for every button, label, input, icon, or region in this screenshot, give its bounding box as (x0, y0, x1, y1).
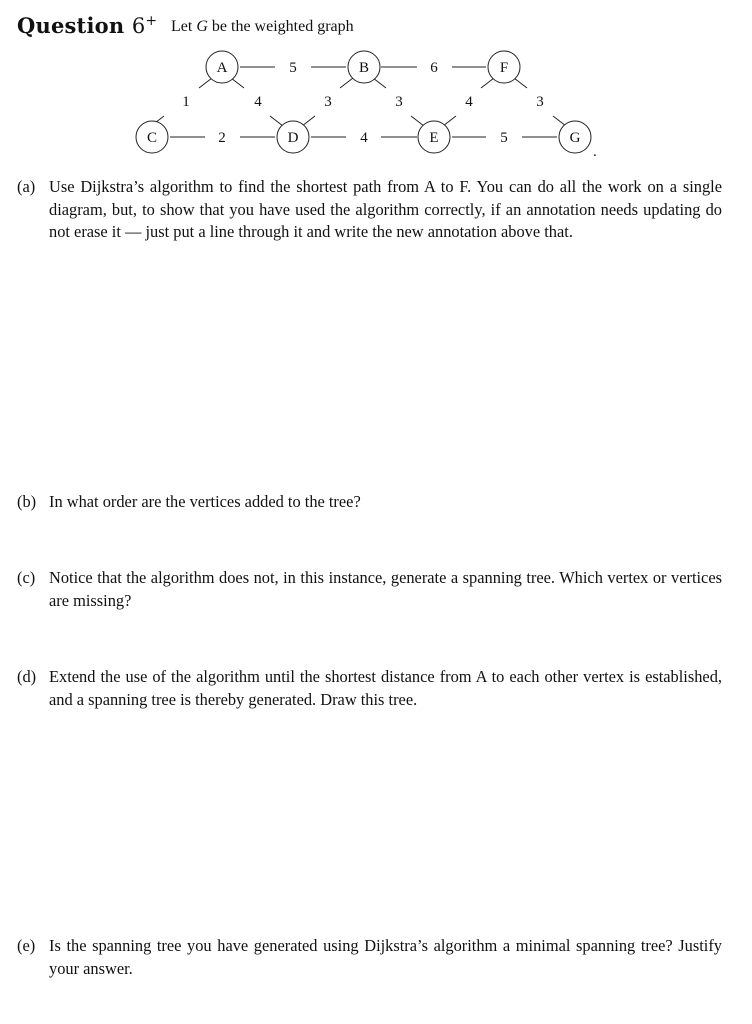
part-b (17, 491, 722, 514)
weight-a-b: 5 (289, 60, 297, 76)
part-b-letter: (b) (17, 492, 37, 511)
question-number: 6 (131, 14, 146, 38)
weight-d-e: 4 (360, 130, 368, 146)
edge-f-e-bottom (443, 116, 456, 126)
weight-f-g: 3 (536, 94, 544, 110)
weight-a-d: 4 (254, 94, 262, 110)
intro-post: be the weighted graph (207, 18, 354, 35)
weighted-graph (0, 0, 752, 170)
weight-f-e: 4 (465, 94, 473, 110)
edge-a-d-bottom (270, 116, 283, 126)
graph-trailing-period: . (593, 144, 597, 160)
intro-graph-variable: G (196, 18, 208, 35)
part-c-letter: (c) (17, 568, 36, 587)
question-superscript: + (145, 13, 158, 29)
weight-b-e: 3 (395, 94, 403, 110)
vertex-c-label: C (146, 130, 158, 146)
edge-f-g-top (514, 78, 527, 88)
part-e-letter: (e) (17, 936, 36, 955)
edge-f-e-top (481, 78, 494, 88)
part-d-text: Extend the use of the algorithm until the shortest distance from A to each other vertex is established, and a spanning tree is thereby generated. Draw this tree. (49, 667, 722, 709)
part-c (17, 567, 722, 612)
part-b-text: In what order are the vertices added to the tree? (49, 492, 361, 511)
vertex-f-label: F (499, 60, 509, 76)
weight-e-g: 5 (500, 130, 508, 146)
vertex-g-label: G (569, 130, 581, 146)
part-e (17, 935, 722, 980)
edge-b-d-top (340, 78, 353, 88)
part-e-text: Is the spanning tree you have generated using Dijkstra’s algorithm a minimal spanning tree? Justify your answer. (49, 936, 722, 978)
edge-f-g-bottom (553, 116, 566, 126)
part-d-letter: (d) (17, 667, 37, 686)
part-a-text: Use Dijkstra’s algorithm to find the shortest path from A to F. You can do all the work on a single diagram, but, to show that you have used the algorithm correctly, if an annotation needs updating do not erase it — just put a line through it and write the new annotation above that. (49, 177, 722, 241)
vertex-d-label: D (287, 130, 299, 146)
part-a-letter: (a) (17, 177, 36, 196)
weight-c-d: 2 (218, 130, 226, 146)
edge-b-e-bottom (411, 116, 424, 126)
vertex-a-label: A (216, 60, 228, 76)
part-d (17, 666, 722, 711)
question-label: Question (17, 13, 125, 38)
edge-b-d-bottom (302, 116, 315, 126)
intro-pre: Let (171, 18, 197, 35)
weight-b-d: 3 (324, 94, 332, 110)
vertex-b-label: B (358, 60, 370, 76)
weight-a-c: 1 (182, 94, 190, 110)
edge-a-d-top (231, 78, 244, 88)
weight-b-f: 6 (430, 60, 438, 76)
part-a (17, 176, 722, 244)
edge-b-e-top (373, 78, 386, 88)
edge-a-c-top (199, 78, 212, 88)
part-c-text: Notice that the algorithm does not, in this instance, generate a spanning tree. Which vertex or vertices are missing? (49, 568, 722, 610)
vertex-e-label: E (429, 130, 439, 146)
